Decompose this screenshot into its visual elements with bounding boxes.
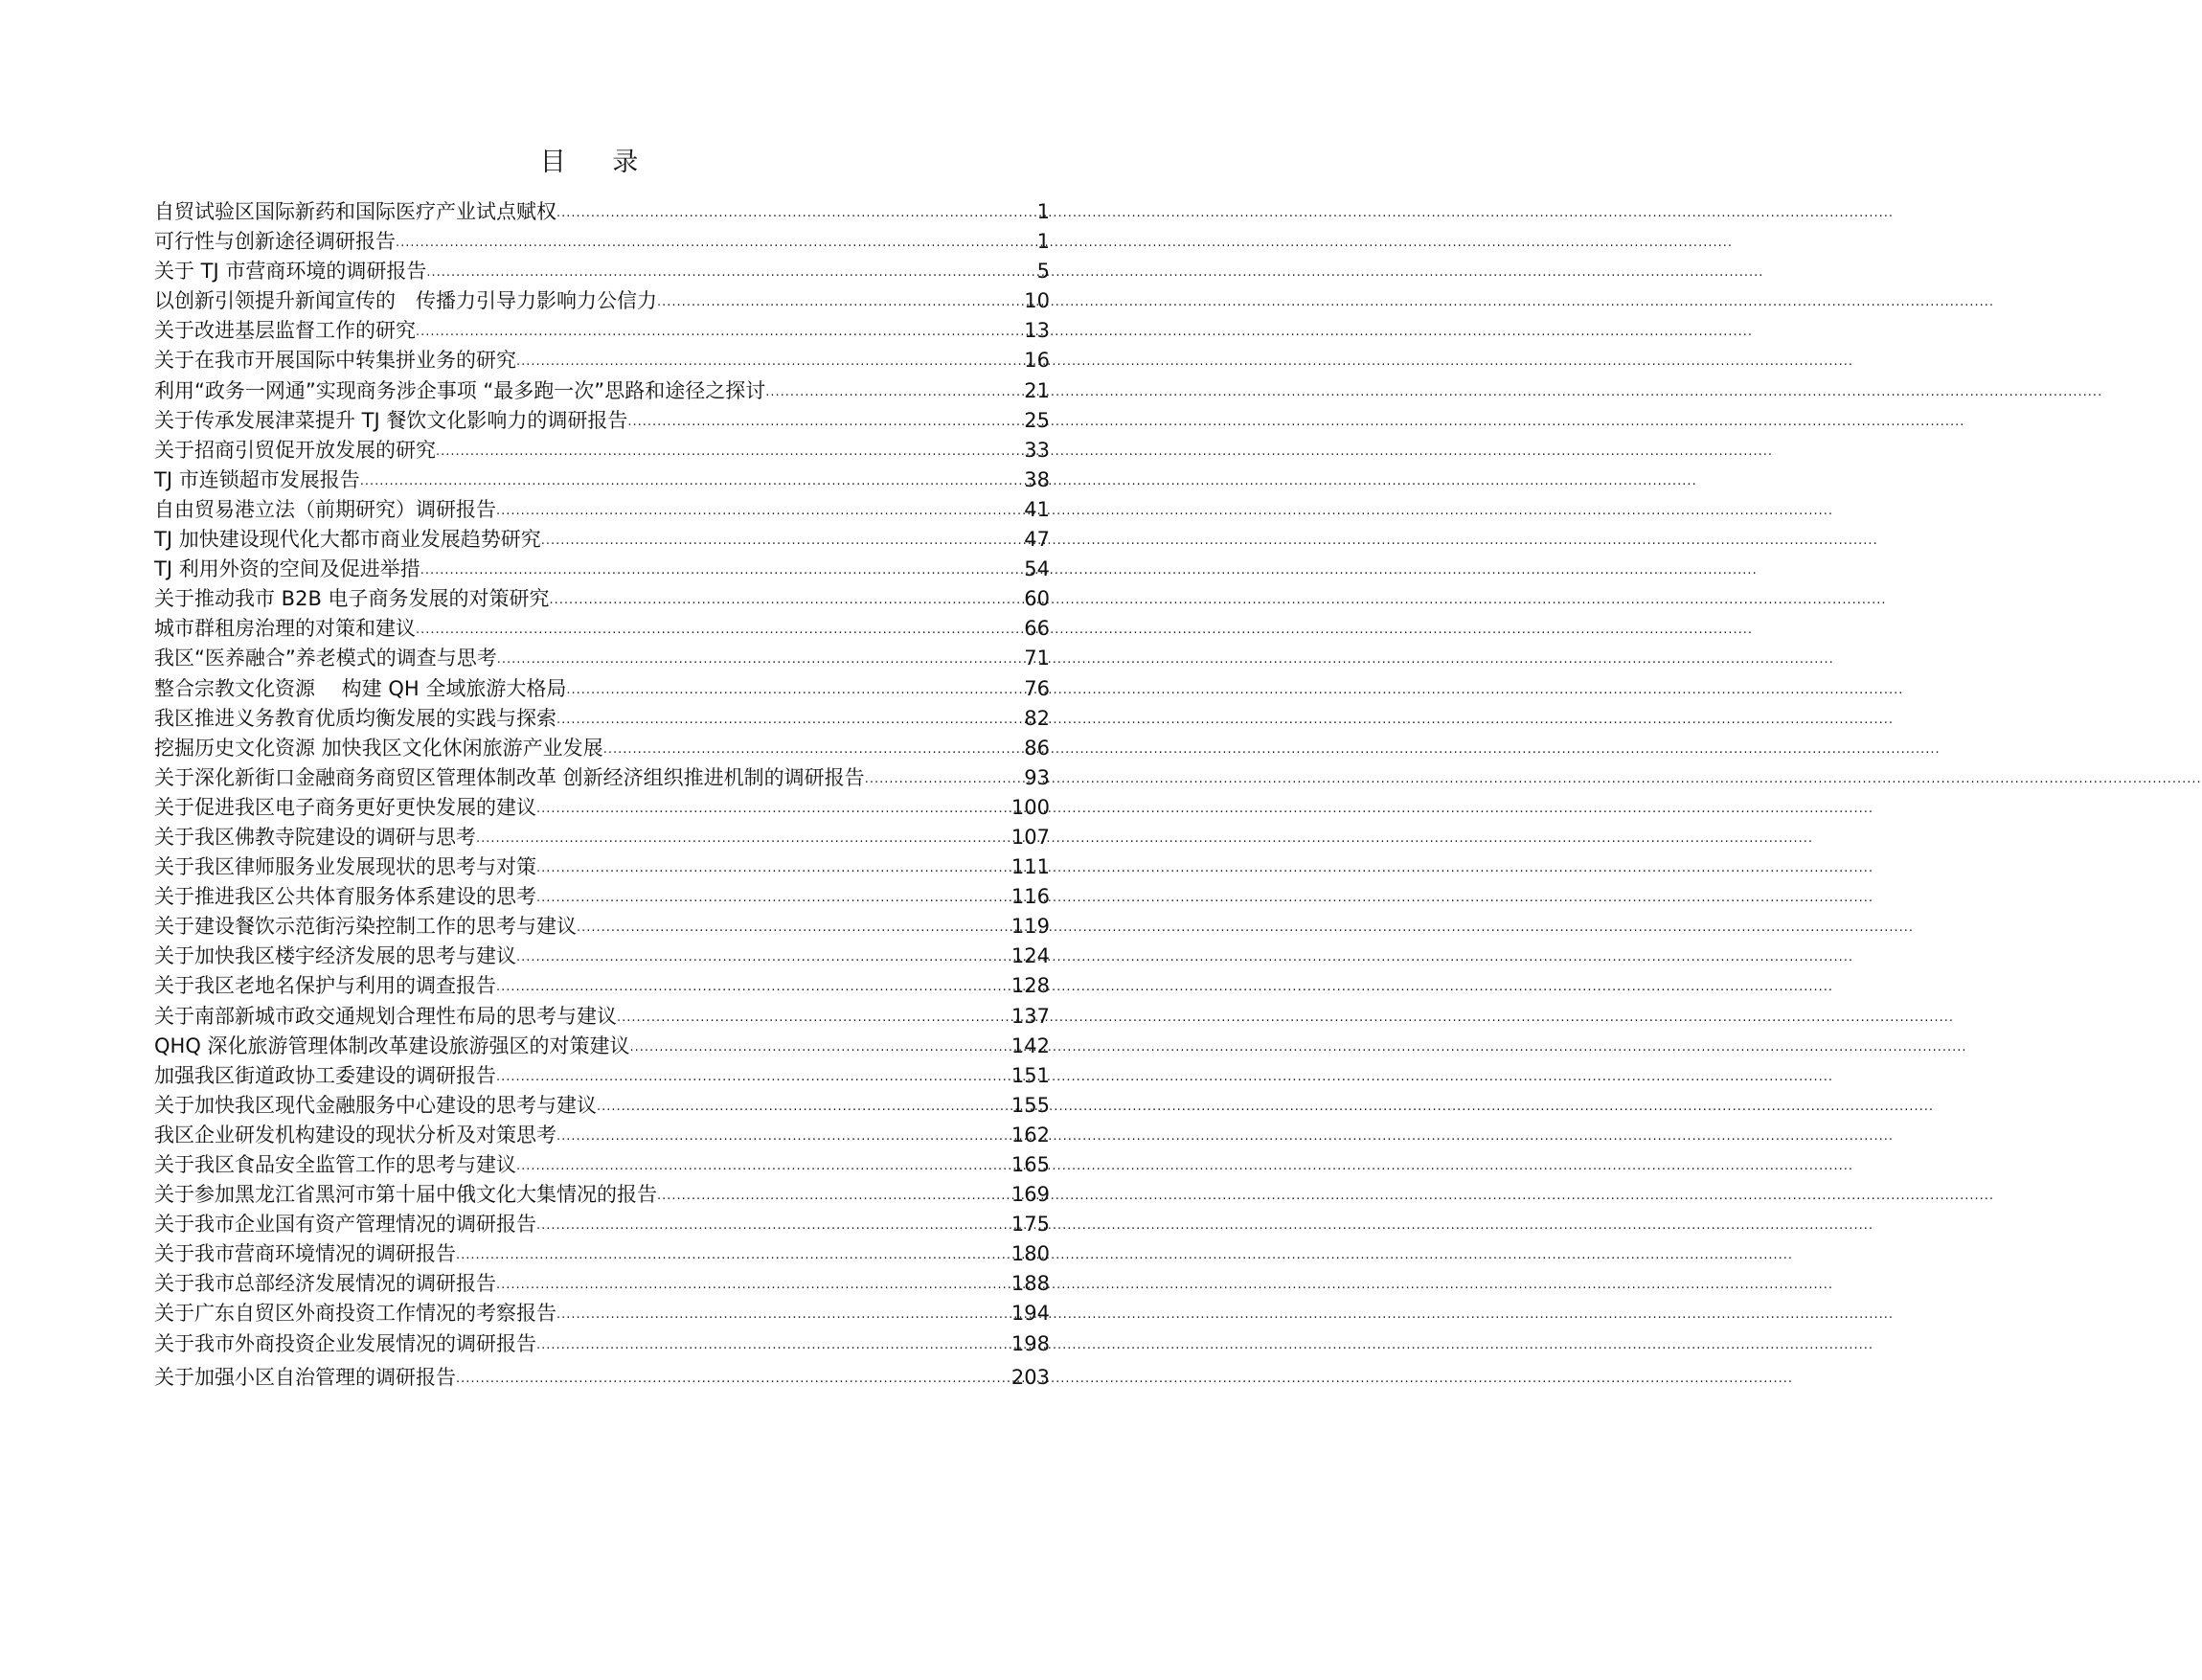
toc-entry-title: 关于 TJ 市营商环境的调研报告 [154,260,427,284]
toc-entry-title: TJ 利用外资的空间及促进举措 [154,557,420,581]
toc-entry[interactable] [154,674,1050,704]
toc-list [154,197,1050,1393]
toc-entry-page-number: 54 [1024,557,1050,581]
toc-entry-page-number: 21 [1024,378,1050,402]
toc-entry[interactable] [154,793,1050,823]
toc-entry-page-number: 16 [1024,349,1050,373]
toc-entry[interactable] [154,286,1050,316]
toc-entry-title: 关于参加黑龙江省黑河市第十届中俄文化大集情况的报告 [154,1183,657,1207]
toc-entry-page-number: 25 [1024,408,1050,432]
toc-entry[interactable] [154,1269,1050,1299]
toc-entry-page-number: 41 [1024,497,1050,521]
toc-entry[interactable] [154,614,1050,644]
toc-entry[interactable] [154,1239,1050,1269]
toc-dot-leader [416,615,1023,645]
toc-entry-title: 关于深化新街口金融商务商贸区管理体制改革 创新经济组织推进机制的调研报告 [154,765,865,789]
toc-entry-page-number: 137 [1010,1004,1050,1028]
toc-entry[interactable] [154,525,1050,555]
toc-dot-leader [436,437,1023,466]
toc-entry-page-number: 198 [1010,1331,1050,1355]
toc-entry[interactable] [154,1032,1050,1061]
toc-dot-leader [765,377,1023,407]
toc-dot-leader [476,824,1010,853]
toc-entry-page-number: 47 [1024,528,1050,552]
toc-entry-page-number: 175 [1010,1213,1050,1237]
toc-entry[interactable] [154,644,1050,673]
toc-dot-leader [536,1211,1010,1240]
toc-entry-page-number: 169 [1010,1183,1050,1207]
toc-entry[interactable] [154,1061,1050,1091]
toc-entry[interactable] [154,942,1050,971]
toc-dot-leader [541,526,1024,556]
toc-dot-leader [556,1300,1010,1329]
toc-entry-title: 自由贸易港立法（前期研究）调研报告 [154,497,496,521]
toc-entry-page-number: 13 [1024,319,1050,343]
toc-entry-page-number: 86 [1024,736,1050,760]
toc-dot-leader [577,913,1010,942]
toc-entry-page-number: 100 [1010,795,1050,819]
toc-entry-title: 关于加快我区楼宇经济发展的思考与建议 [154,944,516,968]
toc-dot-leader [556,705,1023,735]
toc-entry-title: 利用“政务一网通”实现商务涉企事项 “最多跑一次”思路和途径之探讨 [154,378,766,402]
toc-entry-title: 关于建设餐饮示范街污染控制工作的思考与建议 [154,915,577,939]
toc-entry-page-number: 71 [1024,647,1050,670]
toc-entry-title: 关于我区老地名保护与利用的调查报告 [154,974,496,998]
toc-entry[interactable] [154,227,1050,257]
toc-dot-leader [456,1240,1010,1270]
toc-dot-leader [617,1003,1010,1033]
toc-entry[interactable] [154,316,1050,346]
toc-entry[interactable] [154,852,1050,882]
toc-entry[interactable] [154,1180,1050,1210]
toc-entry[interactable] [154,376,1050,406]
toc-entry-page-number: 165 [1010,1153,1050,1176]
toc-entry[interactable] [154,1363,1050,1393]
toc-entry-page-number: 82 [1024,706,1050,730]
toc-entry-title: 关于我区律师服务业发展现状的思考与对策 [154,855,536,879]
toc-entry-page-number: 116 [1010,885,1050,909]
toc-entry-title: 关于改进基层监督工作的研究 [154,319,416,343]
toc-entry-title: 关于加快我区现代金融服务中心建设的思考与建议 [154,1093,597,1117]
toc-entry-title: 我区“医养融合”养老模式的调查与思考 [154,647,497,670]
toc-dot-leader [536,1330,1010,1360]
toc-dot-leader [603,735,1024,764]
toc-entry[interactable] [154,1329,1050,1359]
toc-dot-leader [496,972,1010,1002]
toc-entry-page-number: 180 [1010,1242,1050,1266]
toc-entry-page-number: 128 [1010,974,1050,998]
toc-entry-page-number: 1 [1036,200,1050,223]
toc-entry-page-number: 119 [1010,915,1050,939]
toc-entry-title: 关于南部新城市政交通规划合理性布局的思考与建议 [154,1004,617,1028]
toc-dot-leader [516,942,1010,972]
toc-entry[interactable] [154,257,1050,286]
toc-entry-title: 可行性与创新途径调研报告 [154,230,396,254]
toc-dot-leader [597,1092,1010,1122]
toc-entry-title: 挖掘历史文化资源 加快我区文化休闲旅游产业发展 [154,736,603,760]
toc-dot-leader [657,287,1023,317]
toc-entry-title: 关于在我市开展国际中转集拼业务的研究 [154,349,516,373]
toc-dot-leader [556,1122,1010,1151]
toc-dot-leader [627,407,1023,437]
toc-entry[interactable] [154,763,1050,793]
toc-entry-page-number: 33 [1024,438,1050,462]
toc-entry-title: 关于我区食品安全监管工作的思考与建议 [154,1153,516,1176]
toc-dot-leader [360,466,1024,496]
toc-entry-page-number: 203 [1010,1365,1050,1389]
toc-entry[interactable] [154,555,1050,584]
toc-entry-page-number: 111 [1010,855,1050,879]
toc-entry-title: 关于广东自贸区外商投资工作情况的考察报告 [154,1302,556,1326]
toc-dot-leader [396,228,1036,258]
toc-dot-leader [496,496,1023,526]
toc-dot-leader [496,1062,1010,1092]
toc-entry-page-number: 151 [1010,1063,1050,1087]
toc-entry[interactable] [154,823,1050,852]
toc-entry-page-number: 124 [1010,944,1050,968]
toc-entry[interactable] [154,1210,1050,1239]
toc-entry-page-number: 155 [1010,1093,1050,1117]
toc-entry-title: 关于推进我区公共体育服务体系建设的思考 [154,885,536,909]
toc-dot-leader [497,645,1024,674]
toc-entry-title: 关于我区佛教寺院建设的调研与思考 [154,825,476,849]
toc-dot-leader [566,675,1023,705]
toc-dot-leader [556,198,1036,228]
toc-entry-title: 关于我市营商环境情况的调研报告 [154,1242,456,1266]
toc-title: 目 录 [539,148,658,177]
toc-entry-title: 关于传承发展津菜提升 TJ 餐饮文化影响力的调研报告 [154,408,628,432]
toc-entry[interactable] [154,406,1050,436]
toc-entry[interactable] [154,734,1050,763]
toc-entry[interactable] [154,197,1050,227]
toc-entry-page-number: 1 [1036,230,1050,254]
toc-dot-leader [416,317,1023,347]
toc-entry-title: 以创新引领提升新闻宣传的 传播力引导力影响力公信力 [154,289,657,313]
toc-entry-title: 关于我市外商投资企业发展情况的调研报告 [154,1331,536,1355]
toc-dot-leader [456,1364,1010,1394]
toc-entry[interactable] [154,912,1050,942]
toc-dot-leader [536,883,1010,913]
toc-entry[interactable] [154,971,1050,1001]
toc-entry-title: 自贸试验区国际新药和国际医疗产业试点赋权 [154,200,556,223]
toc-entry-title: 城市群租房治理的对策和建议 [154,617,416,641]
toc-entry[interactable] [154,1091,1050,1121]
toc-entry-page-number: 38 [1024,467,1050,491]
toc-entry-page-number: 60 [1024,587,1050,611]
toc-entry-page-number: 162 [1010,1123,1050,1146]
toc-entry-page-number: 107 [1010,825,1050,849]
toc-entry[interactable] [154,465,1050,495]
toc-entry-title: 我区企业研发机构建设的现状分析及对策思考 [154,1123,556,1146]
toc-entry-title: QHQ 深化旅游管理体制改革建设旅游强区的对策建议 [154,1033,630,1057]
toc-dot-leader [496,1270,1010,1300]
toc-dot-leader [657,1181,1010,1211]
toc-dot-leader [426,258,1035,287]
toc-entry-title: TJ 市连锁超市发展报告 [154,467,360,491]
toc-entry-title: 关于促进我区电子商务更好更快发展的建议 [154,795,536,819]
toc-entry[interactable] [154,584,1050,614]
toc-entry[interactable] [154,704,1050,734]
toc-dot-leader [536,853,1010,883]
toc-entry-title: 关于加强小区自治管理的调研报告 [154,1365,456,1389]
toc-entry[interactable] [154,1121,1050,1150]
toc-dot-leader [420,556,1024,585]
toc-dot-leader [865,764,1024,794]
toc-entry[interactable] [154,1299,1050,1328]
toc-entry[interactable] [154,495,1050,525]
toc-dot-leader [516,1151,1010,1181]
toc-entry-title: 关于推动我市 B2B 电子商务发展的对策研究 [154,587,550,611]
toc-entry[interactable] [154,436,1050,465]
toc-entry[interactable] [154,1002,1050,1032]
toc-entry[interactable] [154,1150,1050,1180]
toc-entry-page-number: 188 [1010,1272,1050,1296]
toc-dot-leader [550,585,1024,615]
toc-entry[interactable] [154,882,1050,912]
toc-entry-title: 我区推进义务教育优质均衡发展的实践与探索 [154,706,556,730]
toc-entry-page-number: 66 [1024,617,1050,641]
toc-entry-page-number: 93 [1024,765,1050,789]
toc-entry-title: 整合宗教文化资源 构建 QH 全域旅游大格局 [154,676,567,700]
toc-entry[interactable] [154,346,1050,375]
toc-dot-leader [516,347,1023,376]
toc-entry-title: 加强我区街道政协工委建设的调研报告 [154,1063,496,1087]
toc-entry-title: 关于招商引贸促开放发展的研究 [154,438,436,462]
toc-entry-title: TJ 加快建设现代化大都市商业发展趋势研究 [154,528,541,552]
toc-entry-page-number: 10 [1024,289,1050,313]
toc-dot-leader [536,794,1010,824]
toc-entry-page-number: 142 [1010,1033,1050,1057]
toc-entry-page-number: 76 [1024,676,1050,700]
toc-entry-title: 关于我市总部经济发展情况的调研报告 [154,1272,496,1296]
toc-entry-title: 关于我市企业国有资产管理情况的调研报告 [154,1213,536,1237]
toc-dot-leader [630,1033,1010,1062]
toc-entry-page-number: 194 [1010,1302,1050,1326]
toc-entry-page-number: 5 [1036,260,1050,284]
